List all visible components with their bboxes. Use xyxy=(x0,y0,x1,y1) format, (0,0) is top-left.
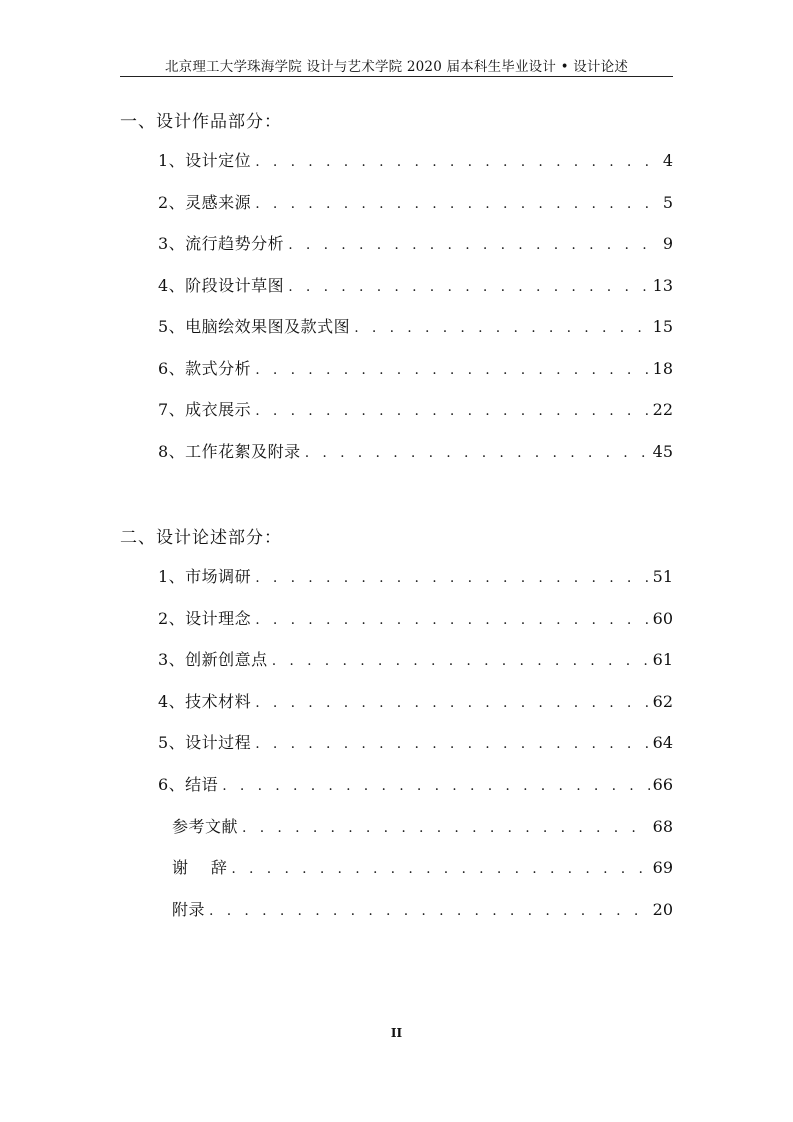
toc-entry-page: 13 xyxy=(652,276,673,295)
toc-entry-page: 15 xyxy=(652,317,673,336)
toc-dot-leader xyxy=(255,154,652,170)
toc-dot-leader xyxy=(231,861,649,877)
toc-dot-leader xyxy=(354,320,649,336)
toc-entry-label: 6、款式分析 xyxy=(158,359,252,378)
toc-entry-label: 3、创新创意点 xyxy=(158,650,268,669)
toc-dot-leader xyxy=(305,445,650,461)
toc-entry-page: 9 xyxy=(662,234,673,253)
toc-entry-page: 69 xyxy=(652,858,673,877)
toc-entry-page: 64 xyxy=(652,733,673,752)
footer-page-number: II xyxy=(390,1026,403,1040)
toc-entry[interactable] xyxy=(158,647,673,671)
toc-entry[interactable] xyxy=(172,897,673,921)
toc-entry-page: 5 xyxy=(662,193,673,212)
toc-entry[interactable] xyxy=(172,814,673,838)
toc-dot-leader xyxy=(255,736,649,752)
toc-dot-leader xyxy=(255,403,649,419)
toc-entry[interactable] xyxy=(158,356,673,380)
toc-dot-leader xyxy=(242,820,650,836)
toc-entry-label: 附录 xyxy=(172,900,206,919)
toc-entry-label: 谢 辞 xyxy=(172,858,228,877)
toc-entry-label: 参考文献 xyxy=(172,817,239,836)
toc-entry-page: 62 xyxy=(652,692,673,711)
toc-dot-leader xyxy=(209,903,650,919)
toc-entry-label: 6、结语 xyxy=(158,775,219,794)
toc-entry-page: 20 xyxy=(652,900,673,919)
toc-dot-leader xyxy=(288,279,649,295)
toc-entry[interactable] xyxy=(158,190,673,214)
toc-entry[interactable] xyxy=(172,855,673,879)
toc-entry-label: 5、电脑绘效果图及款式图 xyxy=(158,317,351,336)
toc-entry-label: 7、成衣展示 xyxy=(158,400,252,419)
toc-entry[interactable] xyxy=(158,314,673,338)
toc-entry[interactable] xyxy=(158,730,673,754)
header-rule xyxy=(120,76,673,77)
toc-dot-leader xyxy=(222,778,649,794)
toc-entry-page: 60 xyxy=(652,609,673,628)
toc-entry[interactable] xyxy=(158,231,673,255)
toc-entry[interactable] xyxy=(158,772,673,796)
toc-entry-label: 4、技术材料 xyxy=(158,692,252,711)
toc-entry-page: 45 xyxy=(652,442,673,461)
section-heading-design-discussion: 二、设计论述部分： xyxy=(120,528,282,548)
running-header: 北京理工大学珠海学院 设计与艺术学院 2020 届本科生毕业设计 • 设计论述 xyxy=(164,59,629,75)
toc-entry[interactable] xyxy=(158,689,673,713)
toc-entry-page: 22 xyxy=(652,400,673,419)
toc-entry-page: 61 xyxy=(652,650,673,669)
toc-entry-page: 68 xyxy=(652,817,673,836)
toc-entry-page: 66 xyxy=(652,775,673,794)
toc-dot-leader xyxy=(255,362,649,378)
toc-entry-label: 5、设计过程 xyxy=(158,733,252,752)
toc-entry-label: 3、流行趋势分析 xyxy=(158,234,285,253)
toc-entry-label: 2、灵感来源 xyxy=(158,193,252,212)
toc-entry[interactable] xyxy=(158,564,673,588)
toc-entry[interactable] xyxy=(158,606,673,630)
toc-dot-leader xyxy=(255,196,652,212)
toc-entry[interactable] xyxy=(158,439,673,463)
toc-entry-label: 4、阶段设计草图 xyxy=(158,276,285,295)
toc-entry-page: 18 xyxy=(652,359,673,378)
toc-dot-leader xyxy=(272,653,650,669)
toc-entry-label: 8、工作花絮及附录 xyxy=(158,442,301,461)
toc-entry[interactable] xyxy=(158,148,673,172)
toc-entry-label: 1、市场调研 xyxy=(158,567,252,586)
toc-entry[interactable] xyxy=(158,397,673,421)
toc-dot-leader xyxy=(255,612,649,628)
toc-entry-label: 1、设计定位 xyxy=(158,151,252,170)
toc-dot-leader xyxy=(255,695,649,711)
toc-entry-page: 51 xyxy=(652,567,673,586)
section-heading-design-works: 一、设计作品部分： xyxy=(120,112,282,132)
toc-entry-label: 2、设计理念 xyxy=(158,609,252,628)
toc-dot-leader xyxy=(288,237,652,253)
toc-dot-leader xyxy=(255,570,649,586)
toc-entry[interactable] xyxy=(158,273,673,297)
toc-entry-page: 4 xyxy=(662,151,673,170)
